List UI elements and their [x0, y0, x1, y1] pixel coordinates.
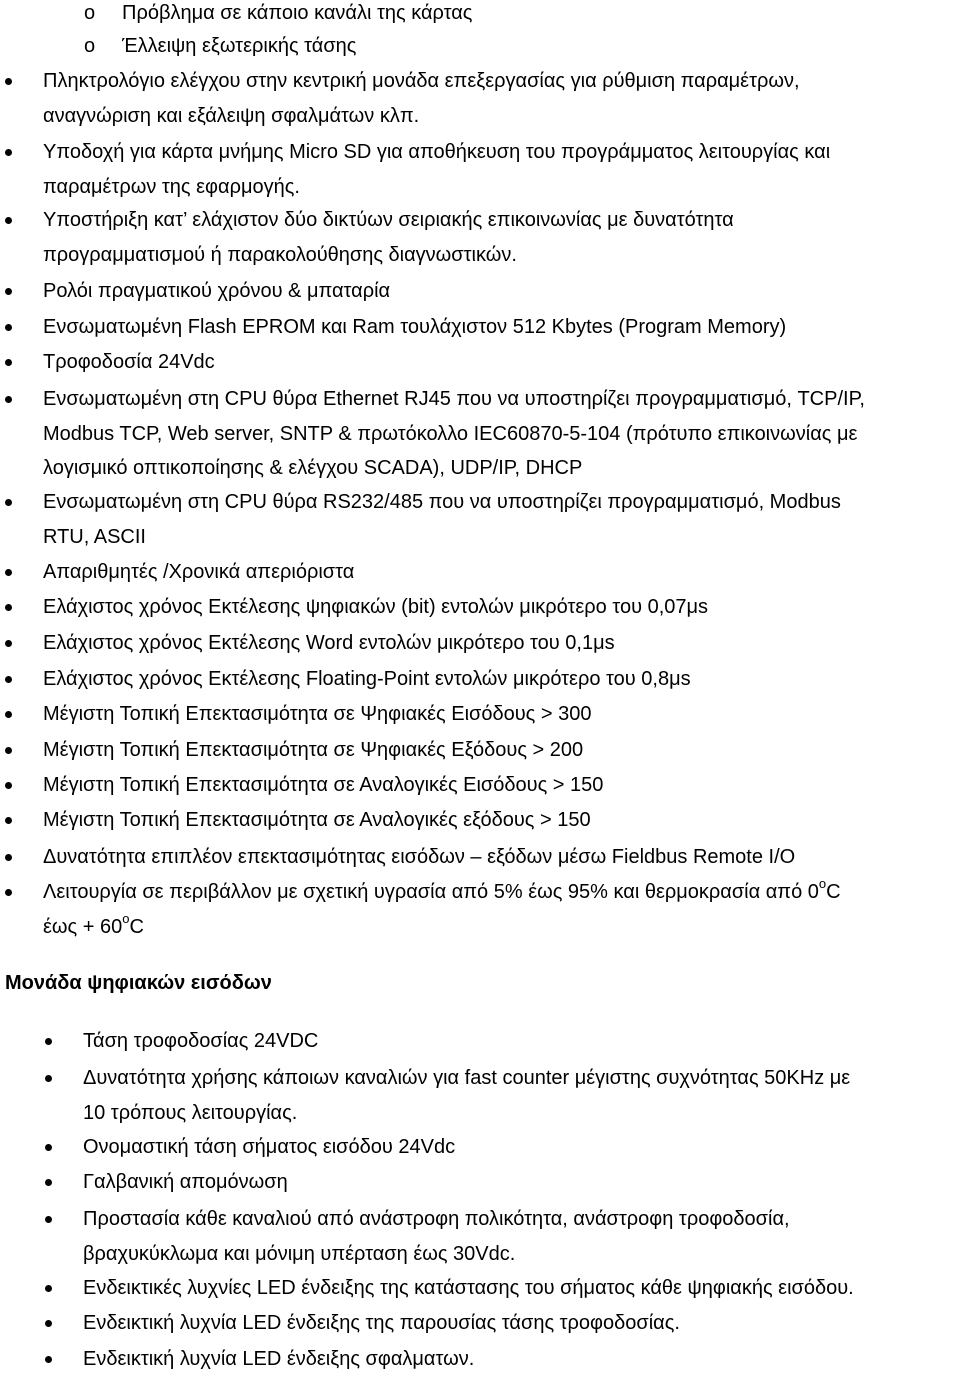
bullet-icon: [5, 78, 12, 85]
list-item-line: Ελάχιστος χρόνος Εκτέλεσης Word εντολών μικρότερο του 0,1μs: [43, 632, 615, 654]
list-item-line: 10 τρόπους λειτουργίας.: [83, 1101, 298, 1124]
list-item-line: Ρολόι πραγματικού χρόνου & μπαταρία: [43, 280, 391, 302]
list-item-line: Ελάχιστος χρόνος Εκτέλεσης ψηφιακών (bit) εντολών μικρότερο του 0,07μs: [43, 596, 709, 618]
text: C: [826, 881, 841, 903]
bullet-icon: [5, 288, 12, 295]
bullet-icon: [45, 1144, 52, 1151]
bullet-icon: [5, 854, 12, 861]
bullet-icon: [45, 1075, 52, 1082]
bullet-icon: [5, 782, 12, 789]
bullet-icon: [5, 569, 12, 576]
list-item-line: Ενδεικτικές λυχνίες LED ένδειξης της κατάστασης του σήματος κάθε ψηφιακής εισόδου.: [83, 1277, 854, 1299]
bullet-icon: [5, 359, 12, 366]
bullet-icon: [45, 1285, 52, 1292]
sublist-item: Έλλειψη εξωτερικής τάσης: [122, 35, 357, 57]
list-item-line: Γαλβανική απομόνωση: [83, 1171, 288, 1193]
list-item-line: Απαριθμητές /Χρονικά απεριόριστα: [43, 561, 355, 583]
list-item-line: Δυνατότητα επιπλέον επεκτασιμότητας εισόδων – εξόδων μέσω Fieldbus Remote I/O: [43, 846, 796, 868]
bullet-icon: [5, 396, 12, 403]
bullet-icon: [45, 1356, 52, 1363]
list-item-line: Υποδοχή για κάρτα μνήμης Micro SD για αποθήκευση του προγράμματος λειτουργίας και: [43, 141, 831, 163]
list-item-line: Τροφοδοσία 24Vdc: [43, 351, 215, 373]
section-heading: Μονάδα ψηφιακών εισόδων: [5, 972, 272, 994]
list-item-line: προγραμματισμού ή παρακολούθησης διαγνωστικών.: [43, 243, 517, 266]
text: Λειτουργία σε περιβάλλον με σχετική υγρασία από 5% έως 95% και θερμοκρασία από 0: [43, 881, 819, 903]
text: C: [129, 916, 144, 938]
list-item-line: [43, 878, 841, 906]
superscript: o: [122, 911, 130, 927]
bullet-icon: [5, 676, 12, 683]
bullet-icon: [5, 324, 12, 331]
list-item-line: Ενσωματωμένη Flash EPROM και Ram τουλάχιστον 512 Kbytes (Program Memory): [43, 316, 787, 338]
bullet-icon: [45, 1038, 52, 1045]
bullet-icon: [5, 817, 12, 824]
bullet-icon: [5, 889, 12, 896]
bullet-icon: [45, 1320, 52, 1327]
list-item-line: Ενδεικτική λυχνία LED ένδειξης της παρουσίας τάσης τροφοδοσίας.: [83, 1312, 680, 1334]
bullet-icon: [5, 711, 12, 718]
list-item-line: Modbus TCP, Web server, SNTP & πρωτόκολλο IEC60870-5-104 (πρότυπο επικοινωνίας με: [43, 422, 858, 445]
list-item-line: Προστασία κάθε καναλιού από ανάστροφη πολικότητα, ανάστροφη τροφοδοσία,: [83, 1208, 790, 1230]
superscript: o: [818, 876, 827, 892]
bullet-icon: [5, 499, 12, 506]
bullet-icon: [5, 747, 12, 754]
list-item-line: Μέγιστη Τοπική Επεκτασιμότητα σε Αναλογικές Εισόδους > 150: [43, 774, 604, 796]
list-item-line: Ενδεικτική λυχνία LED ένδειξης σφαλματων.: [83, 1348, 475, 1370]
list-item-line: Ελάχιστος χρόνος Εκτέλεσης Floating-Point εντολών μικρότερο του 0,8μs: [43, 668, 691, 690]
list-item-line: Ενσωματωμένη στη CPU θύρα RS232/485 που να υποστηρίζει προγραμματισμό, Modbus: [43, 491, 841, 513]
list-item-line: παραμέτρων της εφαρμογής.: [43, 175, 300, 198]
list-item-line: RTU, ASCII: [43, 525, 146, 548]
text: έως + 60: [43, 916, 123, 938]
list-item-line: λογισμικό οπτικοποίησης & ελέγχου SCADA), UDP/IP, DHCP: [43, 457, 583, 479]
list-item-line: [43, 913, 144, 941]
list-item-line: Τάση τροφοδοσίας 24VDC: [83, 1030, 319, 1052]
bullet-icon: [5, 640, 12, 647]
circle-bullet-icon: o: [84, 2, 96, 24]
list-item-line: Δυνατότητα χρήσης κάποιων καναλιών για fast counter μέγιστης συχνότητας 50KHz με: [83, 1067, 851, 1089]
list-item-line: Μέγιστη Τοπική Επεκτασιμότητα σε Αναλογικές εξόδους > 150: [43, 809, 591, 831]
bullet-icon: [45, 1179, 52, 1186]
list-item-line: Μέγιστη Τοπική Επεκτασιμότητα σε Ψηφιακές Εξόδους > 200: [43, 739, 584, 761]
bullet-icon: [5, 217, 12, 224]
list-item-line: Ενσωματωμένη στη CPU θύρα Ethernet RJ45 που να υποστηρίζει προγραμματισμό, TCP/IP,: [43, 388, 865, 410]
list-item-line: Πληκτρολόγιο ελέγχου στην κεντρική μονάδα επεξεργασίας για ρύθμιση παραμέτρων,: [43, 70, 800, 92]
sublist-item: Πρόβλημα σε κάποιο κανάλι της κάρτας: [122, 2, 473, 24]
bullet-icon: [5, 604, 12, 611]
list-item-line: Ονομαστική τάση σήματος εισόδου 24Vdc: [83, 1136, 456, 1158]
list-item-line: βραχυκύκλωμα και μόνιμη υπέρταση έως 30Vdc.: [83, 1242, 516, 1265]
bullet-icon: [45, 1216, 52, 1223]
list-item-line: Υποστήριξη κατ’ ελάχιστον δύο δικτύων σειριακής επικοινωνίας με δυνατότητα: [43, 209, 734, 231]
circle-bullet-icon: o: [84, 35, 96, 57]
bullet-icon: [5, 149, 12, 156]
list-item-line: Μέγιστη Τοπική Επεκτασιμότητα σε Ψηφιακές Εισόδους > 300: [43, 703, 592, 725]
list-item-line: αναγνώριση και εξάλειψη σφαλμάτων κλπ.: [43, 104, 420, 127]
